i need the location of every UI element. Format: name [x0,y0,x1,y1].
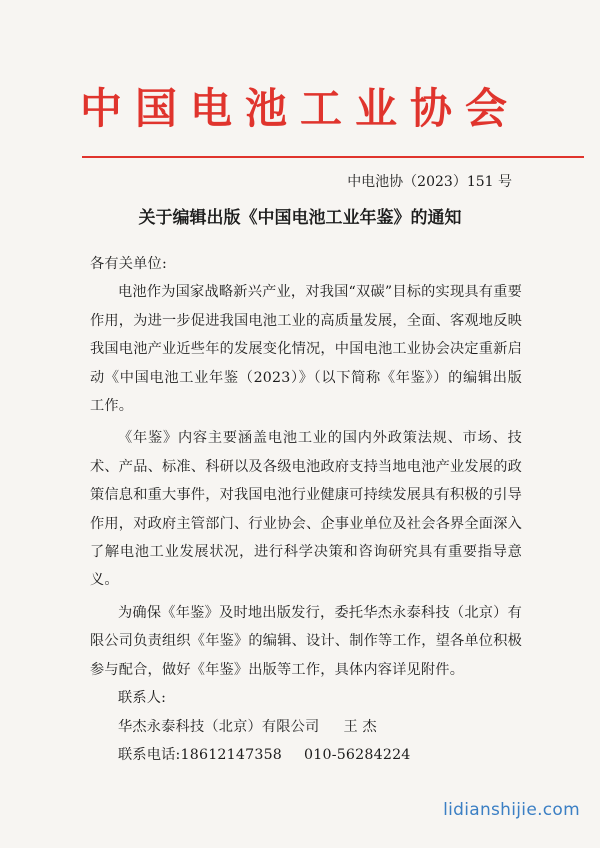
contact-label: 联系人: [118,690,167,707]
document-title: 关于编辑出版《中国电池工业年鉴》的通知 [138,208,462,228]
paragraph-1: 电池作为国家战略新兴产业，对我国“双碳”目标的实现具有重要作用，为进一步促进我国电池工业的高质量发展，全面、客观地反映我国电池产业近些年的发展变化情况，中国电池工业协会决定重新启动《中国电池工业年鉴（2023）》（以下简称《年鉴》）的编辑出版工作。 [90,284,522,415]
salutation: 各有关单位: [90,256,167,272]
document-body [90,250,522,769]
site-watermark: lidianshijie.com [443,800,580,820]
paragraph-3: 为确保《年鉴》及时地出版发行，委托华杰永泰科技（北京）有限公司负责组织《年鉴》的编辑、设计、制作等工作，望各单位积极参与配合，做好《年鉴》出版等工作，具体内容详见附件。 [90,604,522,678]
contact-company: 华杰永泰科技（北京）有限公司 [118,718,320,735]
contact-phone-label: 联系电话: [118,746,181,763]
document-number: 中电池协（2023）151 号 [347,174,512,190]
contact-company-line [90,713,522,741]
contact-phone-line [90,741,522,769]
contact-person: 王 杰 [343,718,377,735]
contact-phone-office: 010-56284224 [304,746,411,763]
paragraph-2: 《年鉴》内容主要涵盖电池工业的国内外政策法规、市场、技术、产品、标准、科研以及各级电池政府支持当地电池产业发展的政策信息和重大事件，对我国电池行业健康可持续发展具有积极的引导作用，对政府主管部门、行业协会、企事业单位及社会各界全面深入了解电池工业发展状况，进行科学决策和咨询研究具有重要指导意义。 [90,430,522,589]
contact-phone-mobile: 18612147358 [180,746,283,763]
letterhead-divider [82,156,584,158]
letterhead-title: 中国电池工业协会 [79,84,520,133]
